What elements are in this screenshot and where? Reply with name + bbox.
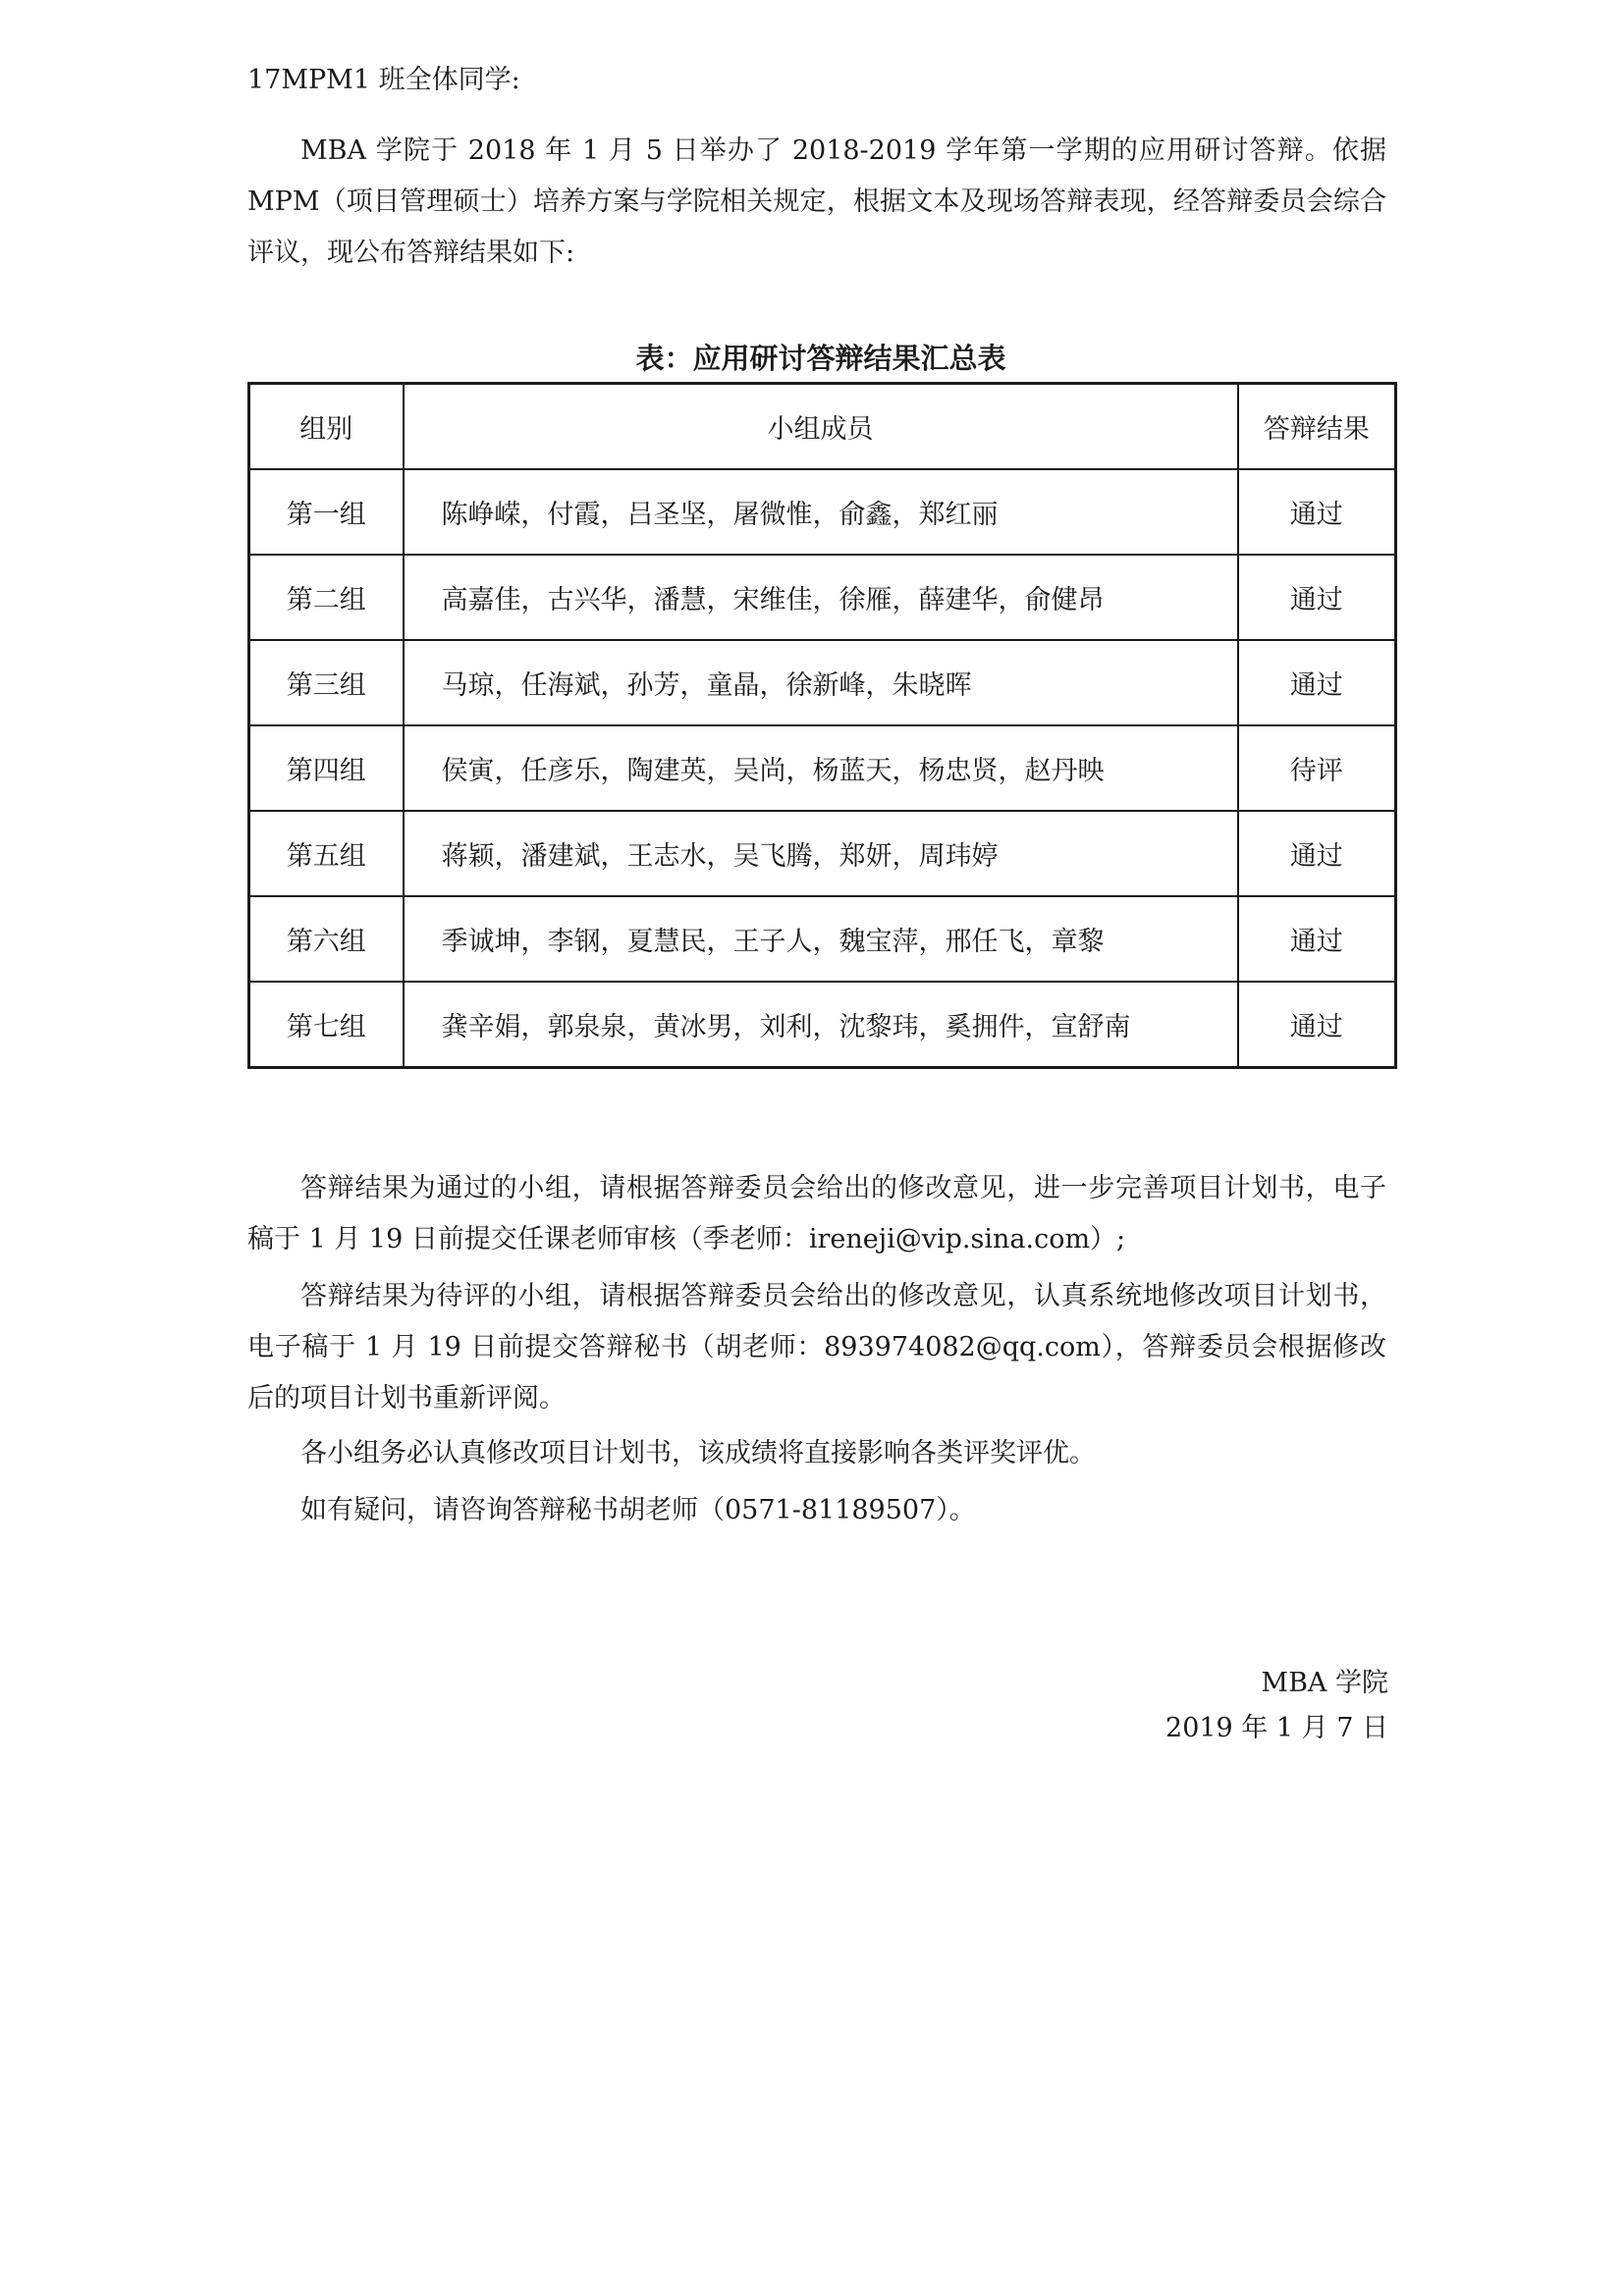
- result-cell: 通过: [1238, 469, 1396, 555]
- intro-paragraph: MBA 学院于 2018 年 1 月 5 日举办了 2018-2019 学年第一学期的应用研讨答辩。依据 MPM（项目管理硕士）培养方案与学院相关规定，根据文本及现场答辩表现，经答辩委员会综合评议，现公布答辩结果如下:: [247, 135, 1386, 268]
- table-row: [249, 640, 1396, 725]
- table-row: [249, 896, 1396, 982]
- group-cell: 第一组: [249, 469, 404, 555]
- signature-org: MBA 学院: [1261, 1668, 1388, 1698]
- table-row: [249, 555, 1396, 640]
- results-table: [247, 382, 1397, 1069]
- table-row: [249, 982, 1396, 1068]
- group-cell: 第四组: [249, 725, 404, 811]
- result-cell: 通过: [1238, 811, 1396, 896]
- table-row: [249, 725, 1396, 811]
- group-cell: 第七组: [249, 982, 404, 1068]
- result-cell: 通过: [1238, 982, 1396, 1068]
- group-cell: 第五组: [249, 811, 404, 896]
- group-cell: 第二组: [249, 555, 404, 640]
- signature-date: 2019 年 1 月 7 日: [1165, 1713, 1388, 1743]
- members-cell: 蒋颖，潘建斌，王志水，吴飞腾，郑妍，周玮婷: [404, 811, 1238, 896]
- signature-block: [1165, 1661, 1388, 1751]
- note-all-paragraph: 各小组务必认真修改项目计划书，该成绩将直接影响各类评奖评优。: [300, 1438, 1096, 1468]
- note-pass-paragraph: 答辩结果为通过的小组，请根据答辩委员会给出的修改意见，进一步完善项目计划书，电子稿于 1 月 19 日前提交任课老师审核（季老师：ireneji@vip.sina.com）;: [247, 1173, 1386, 1255]
- group-cell: 第六组: [249, 896, 404, 982]
- members-cell: 季诚坤，李钢，夏慧民，王子人，魏宝萍，邢任飞，章黎: [404, 896, 1238, 982]
- result-cell: 通过: [1238, 640, 1396, 725]
- members-cell: 侯寅，任彦乐，陶建英，吴尚，杨蓝天，杨忠贤，赵丹映: [404, 725, 1238, 811]
- salutation: 17MPM1 班全体同学:: [247, 65, 520, 95]
- note-pending-paragraph: 答辩结果为待评的小组，请根据答辩委员会给出的修改意见，认真系统地修改项目计划书，电子稿于 1 月 19 日前提交答辩秘书（胡老师：893974082@qq.com），答辩委员会根据修改后的项目计划书重新评阅。: [247, 1281, 1386, 1414]
- members-cell: 陈峥嵘，付霞，吕圣坚，屠微惟，俞鑫，郑红丽: [404, 469, 1238, 555]
- table-caption: 表：应用研讨答辩结果汇总表: [635, 342, 1006, 375]
- table-header-row: [249, 384, 1396, 470]
- members-cell: 高嘉佳，古兴华，潘慧，宋维佳，徐雁，薛建华，俞健昂: [404, 555, 1238, 640]
- header-result: 答辩结果: [1238, 384, 1396, 470]
- members-cell: 龚辛娟，郭泉泉，黄冰男，刘利，沈黎玮，奚拥件，宣舒南: [404, 982, 1238, 1068]
- header-members: 小组成员: [404, 384, 1238, 470]
- result-cell: 通过: [1238, 555, 1396, 640]
- members-cell: 马琼，任海斌，孙芳，童晶，徐新峰，朱晓晖: [404, 640, 1238, 725]
- table-row: [249, 469, 1396, 555]
- header-group: 组别: [249, 384, 404, 470]
- note-contact-paragraph: 如有疑问，请咨询答辩秘书胡老师（0571-81189507）。: [300, 1495, 976, 1525]
- result-cell: 通过: [1238, 896, 1396, 982]
- result-cell: 待评: [1238, 725, 1396, 811]
- group-cell: 第三组: [249, 640, 404, 725]
- table-row: [249, 811, 1396, 896]
